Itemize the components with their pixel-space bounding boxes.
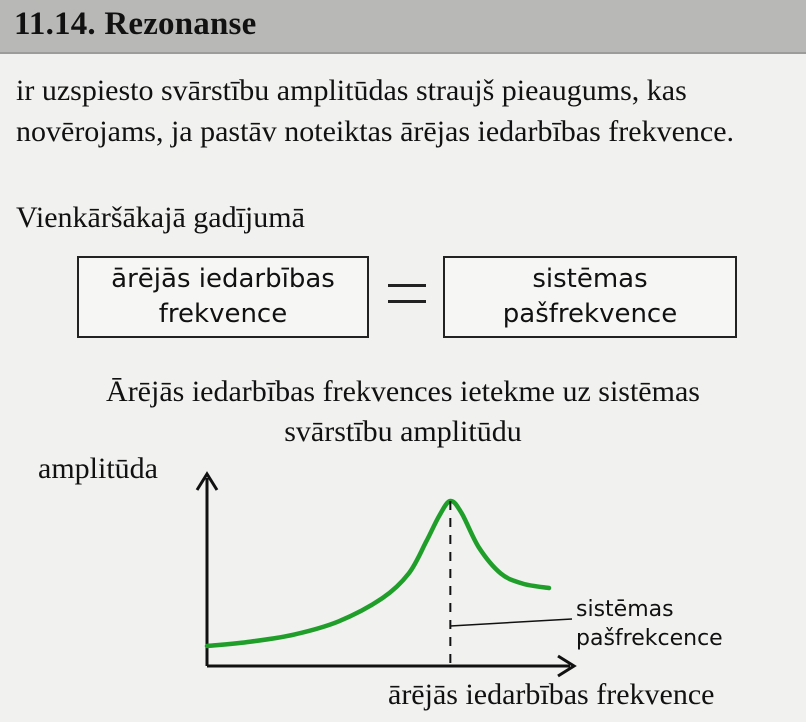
y-axis-label: amplitūda <box>38 452 158 485</box>
section-title: 11.14. Rezonanse <box>14 6 257 42</box>
annotation-line2: pašfrekcence <box>576 626 723 651</box>
simplest-case-label: Vienkāršākajā gadījumā <box>16 201 305 234</box>
external-frequency-line2: frekvence <box>158 299 288 329</box>
natural-frequency-line2: pašfrekvence <box>502 299 678 329</box>
external-frequency-line1: ārējās iedarbības <box>111 264 335 294</box>
annotation-line1: sistēmas <box>576 597 674 622</box>
amplitude-curve <box>207 501 549 646</box>
x-axis-label: ārējās iedarbības frekvence <box>388 678 715 711</box>
chart-title-line1: Ārējās iedarbības frekvences ietekme uz sistēmas <box>106 375 700 408</box>
annotation-leader-line <box>450 619 572 626</box>
natural-frequency-line1: sistēmas <box>532 264 648 294</box>
intro-paragraph: ir uzspiesto svārstību amplitūdas straujš pieaugums, kas novērojams, ja pastāv noteiktas ārējas iedarbības frekvence. <box>16 74 735 148</box>
chart-title-line2: svārstību amplitūdu <box>284 415 522 448</box>
